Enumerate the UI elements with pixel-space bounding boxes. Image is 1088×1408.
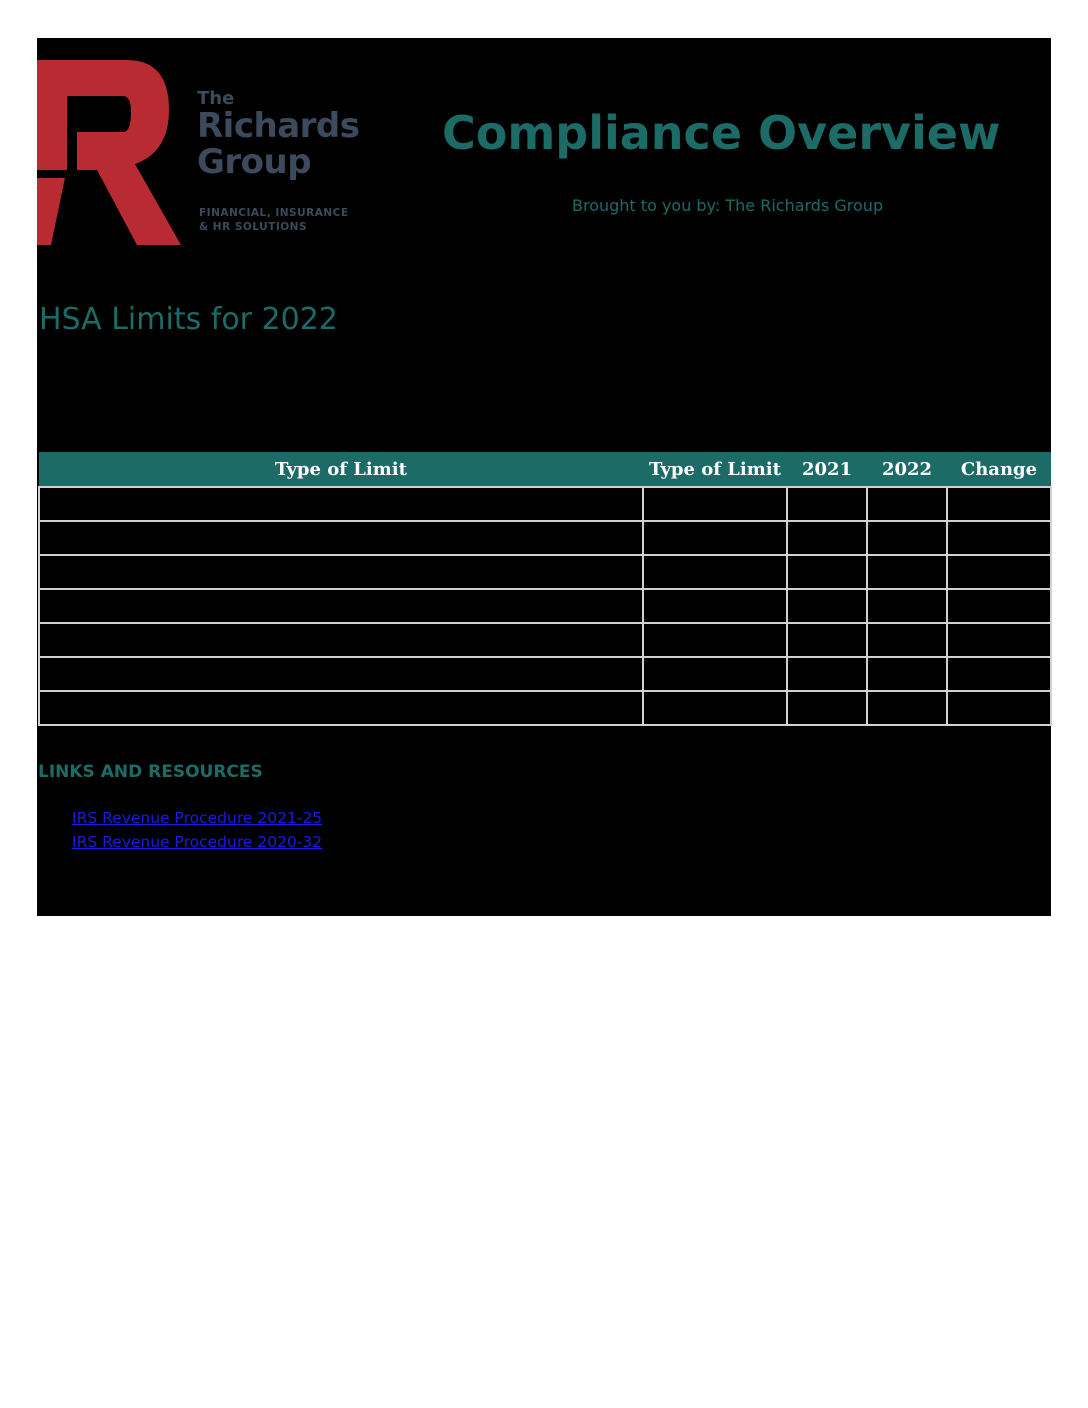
table-cell <box>867 555 947 589</box>
table-cell <box>643 691 787 725</box>
column-header: Change <box>947 452 1051 487</box>
table-cell <box>867 691 947 725</box>
resources-list <box>72 808 322 856</box>
irs-rev-proc-2021-25-link[interactable]: IRS Revenue Procedure 2021-25 <box>72 809 323 827</box>
table-cell <box>643 589 787 623</box>
hsa-limits-table <box>38 452 1052 726</box>
document-title: Compliance Overview <box>442 106 1001 160</box>
r-mark-icon <box>37 60 187 250</box>
column-header: 2021 <box>787 452 867 487</box>
table-row <box>39 487 1051 521</box>
table-header-row <box>39 452 1051 487</box>
table-cell <box>787 623 867 657</box>
logo-name-line-1: Richards <box>197 106 360 146</box>
logo-tagline <box>199 206 349 234</box>
table-row <box>39 657 1051 691</box>
logo-name-text <box>197 108 359 180</box>
table-cell <box>867 623 947 657</box>
logo-tagline-line-1: FINANCIAL, INSURANCE <box>199 207 349 219</box>
table-cell <box>787 521 867 555</box>
table-cell <box>643 487 787 521</box>
table-cell <box>39 589 643 623</box>
table-cell <box>787 589 867 623</box>
document-page <box>37 38 1051 916</box>
table-cell <box>867 657 947 691</box>
table-cell <box>787 657 867 691</box>
table-row <box>39 691 1051 725</box>
table-cell <box>643 657 787 691</box>
table-cell <box>867 487 947 521</box>
table-row <box>39 623 1051 657</box>
table-cell <box>643 521 787 555</box>
irs-rev-proc-2020-32-link[interactable]: IRS Revenue Procedure 2020-32 <box>72 833 323 851</box>
document-byline: Brought to you by: The Richards Group <box>572 196 884 215</box>
table-cell <box>947 691 1051 725</box>
table-row <box>39 589 1051 623</box>
table-cell <box>947 555 1051 589</box>
table-cell <box>867 521 947 555</box>
table-cell <box>39 487 643 521</box>
logo-name-line-2: Group <box>197 142 312 182</box>
logo-the-text: The <box>197 88 235 109</box>
list-item <box>72 832 322 856</box>
table-cell <box>39 623 643 657</box>
column-header: Type of Limit <box>643 452 787 487</box>
section-title: HSA Limits for 2022 <box>39 302 338 337</box>
table-cell <box>787 555 867 589</box>
table-cell <box>39 657 643 691</box>
table-cell <box>947 521 1051 555</box>
table-cell <box>787 487 867 521</box>
table-row <box>39 521 1051 555</box>
table-cell <box>39 521 643 555</box>
table-cell <box>947 589 1051 623</box>
table-cell <box>643 555 787 589</box>
table-cell <box>643 623 787 657</box>
richards-group-logo <box>37 60 377 250</box>
column-header: Type of Limit <box>39 452 643 487</box>
table-cell <box>39 555 643 589</box>
table-cell <box>39 691 643 725</box>
table-cell <box>787 691 867 725</box>
resources-title: LINKS AND RESOURCES <box>38 762 263 782</box>
column-header: 2022 <box>867 452 947 487</box>
table-cell <box>867 589 947 623</box>
table-cell <box>947 487 1051 521</box>
logo-tagline-line-2: & HR SOLUTIONS <box>199 221 308 233</box>
table-cell <box>947 623 1051 657</box>
list-item <box>72 808 322 832</box>
table-cell <box>947 657 1051 691</box>
table-row <box>39 555 1051 589</box>
